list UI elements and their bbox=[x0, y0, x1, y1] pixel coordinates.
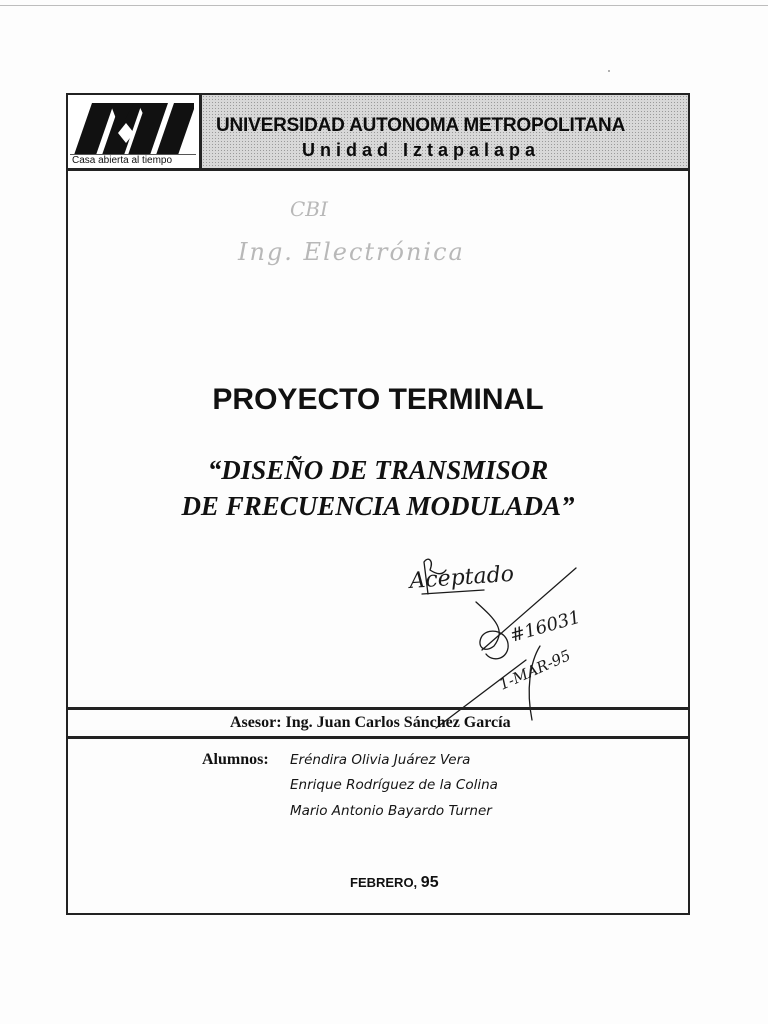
document-title: PROYECTO TERMINAL bbox=[212, 383, 544, 416]
date-year: 95 bbox=[420, 874, 439, 891]
student-name: Enrique Rodríguez de la Colina bbox=[290, 777, 498, 793]
document-subtitle-line-2: DE FRECUENCIA MODULADA” bbox=[181, 491, 575, 521]
university-banner bbox=[202, 95, 688, 168]
advisor-name: Asesor: Ing. Juan Carlos Sánchez García bbox=[230, 714, 511, 731]
university-name: UNIVERSIDAD AUTONOMA METROPOLITANA bbox=[216, 115, 626, 136]
cover-frame bbox=[66, 93, 690, 915]
approval-status: Aceptado bbox=[408, 561, 515, 594]
student-name: Mario Antonio Bayardo Turner bbox=[290, 803, 492, 819]
advisor-band bbox=[68, 707, 688, 739]
student-name: Eréndira Olivia Juárez Vera bbox=[290, 752, 471, 768]
approval-date: 1-MAR-95 bbox=[496, 646, 574, 694]
document-date bbox=[350, 874, 439, 892]
document-subtitle-line-1: “DISEÑO DE TRANSMISOR bbox=[207, 455, 549, 485]
approval-number: #16031 bbox=[507, 606, 583, 647]
university-header bbox=[68, 95, 688, 171]
scan-speck bbox=[608, 70, 610, 72]
university-unit: Unidad Iztapalapa bbox=[302, 140, 541, 160]
uam-logo bbox=[68, 95, 202, 168]
scan-top-edge bbox=[0, 5, 768, 6]
handwritten-note-cbi: CBI bbox=[290, 197, 328, 221]
students-label: Alumnos: bbox=[202, 751, 269, 768]
approval-signature bbox=[406, 550, 606, 730]
handwritten-note-program: Ing. Electrónica bbox=[238, 238, 465, 266]
logo-tagline: Casa abierta al tiempo bbox=[70, 154, 196, 166]
date-month: FEBRERO, bbox=[350, 875, 418, 890]
uam-logo-icon bbox=[74, 99, 196, 155]
